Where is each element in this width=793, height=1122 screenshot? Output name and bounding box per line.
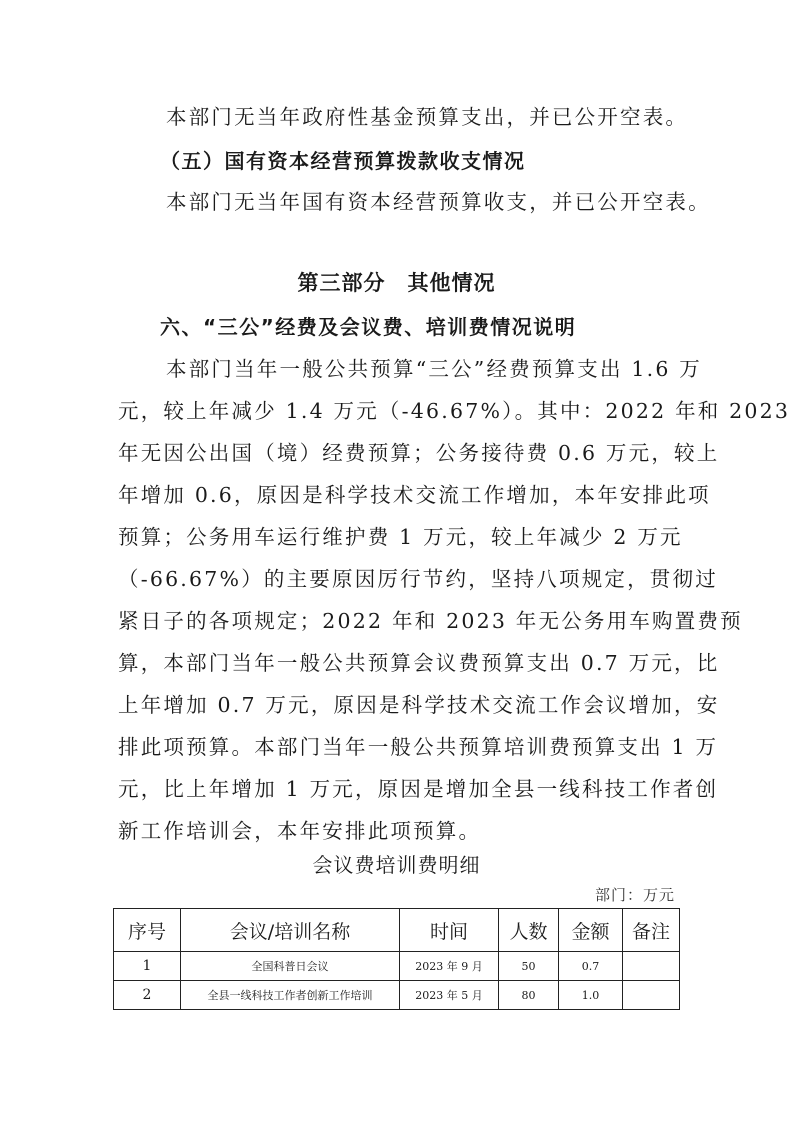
- text-line: 本部门无当年国有资本经营预算收支，并已公开空表。: [166, 190, 711, 214]
- paragraph-line: 新工作培训会，本年安排此项预算。: [118, 819, 482, 843]
- header-remark: 备注: [623, 909, 680, 952]
- paragraph-line: 排此项预算。本部门当年一般公共预算培训费预算支出 1 万: [118, 735, 719, 759]
- cell-seq: 1: [114, 952, 181, 981]
- paragraph-line: 年无因公出国（境）经费预算；公务接待费 0.6 万元，较上: [118, 441, 720, 465]
- paragraph-line: （-66.67%）的主要原因厉行节约，坚持八项规定，贯彻过: [118, 567, 718, 591]
- paragraph-line: 元，较上年减少 1.4 万元（-46.67%）。其中：2022 年和 2023: [118, 399, 791, 423]
- table-row: [114, 981, 680, 1010]
- cell-name: 全县一线科技工作者创新工作培训: [181, 981, 400, 1010]
- header-name: 会议/培训名称: [181, 909, 400, 952]
- paragraph-line: 上年增加 0.7 万元，原因是科学技术交流工作会议增加，安: [118, 693, 720, 717]
- header-amount: 金额: [559, 909, 623, 952]
- cell-seq: 2: [114, 981, 181, 1010]
- cell-remark: [623, 981, 680, 1010]
- paragraph-line: 紧日子的各项规定；2022 年和 2023 年无公务用车购置费预: [118, 609, 743, 633]
- part-title: 第三部分 其他情况: [297, 271, 496, 295]
- cell-remark: [623, 952, 680, 981]
- expense-table: [113, 908, 680, 1010]
- cell-name: 全国科普日会议: [181, 952, 400, 981]
- paragraph-line: 预算；公务用车运行维护费 1 万元，较上年减少 2 万元: [118, 525, 683, 549]
- cell-amount: 1.0: [559, 981, 623, 1010]
- cell-time: 2023 年 5 月: [400, 981, 499, 1010]
- paragraph-line: 算，本部门当年一般公共预算会议费预算支出 0.7 万元，比: [118, 651, 720, 675]
- header-count: 人数: [499, 909, 559, 952]
- header-seq: 序号: [114, 909, 181, 952]
- paragraph-line: 元，比上年增加 1 万元，原因是增加全县一线科技工作者创: [118, 777, 719, 801]
- paragraph-line: 本部门当年一般公共预算“三公”经费预算支出 1.6 万: [166, 357, 702, 381]
- header-time: 时间: [400, 909, 499, 952]
- cell-count: 50: [499, 952, 559, 981]
- table-title: 会议费培训费明细: [312, 853, 481, 877]
- cell-count: 80: [499, 981, 559, 1010]
- table-row: [114, 952, 680, 981]
- cell-amount: 0.7: [559, 952, 623, 981]
- sub-heading: 六、“三公”经费及会议费、培训费情况说明: [160, 315, 577, 339]
- text-line: 本部门无当年政府性基金预算支出，并已公开空表。: [166, 105, 689, 129]
- section-heading: （五）国有资本经营预算拨款收支情况: [160, 149, 526, 173]
- table-header-row: [114, 909, 680, 952]
- table-unit: 部门：万元: [595, 886, 676, 904]
- cell-time: 2023 年 9 月: [400, 952, 499, 981]
- paragraph-line: 年增加 0.6，原因是科学技术交流工作增加，本年安排此项: [118, 483, 711, 507]
